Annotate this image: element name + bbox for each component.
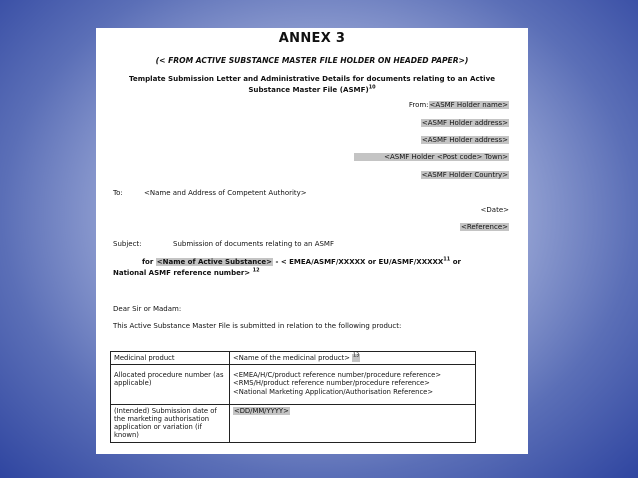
national-reference-text: National ASMF reference number> [113, 269, 251, 277]
from-label: From: [408, 101, 429, 109]
reference-field: <Reference> [461, 223, 508, 231]
table-row [111, 404, 476, 442]
template-heading-line1: Template Submission Letter and Administrative Details for documents relating to an Active [128, 74, 496, 83]
national-reference-line [113, 269, 260, 277]
holder-name-field: <ASMF Holder name> [429, 101, 508, 109]
holder-post-town-field: <ASMF Holder <Post code> Town> [354, 153, 509, 161]
subject-text: Submission of documents relating to an ASMF [173, 240, 334, 248]
procedure-ref-emea: <EMEA/H/C/product reference number/procedure reference> [233, 371, 442, 380]
to-authority: <Name and Address of Competent Authority> [144, 189, 307, 197]
date-field: <Date> [480, 206, 509, 214]
procedure-number-cell [230, 365, 476, 405]
footnote-13: 13 [352, 352, 360, 359]
product-details-table [110, 351, 476, 443]
procedure-ref-rms: <RMS/H/product reference number/procedure reference> [233, 379, 430, 388]
to-label: To: [113, 189, 123, 197]
procedure-ref-national: <National Marketing Application/Authorisation Reference> [233, 387, 434, 396]
or-text: or [452, 258, 461, 266]
from-line [409, 101, 509, 109]
headed-paper-note: (< FROM ACTIVE SUBSTANCE MASTER FILE HOLDER ON HEADED PAPER>) [155, 56, 469, 65]
document-page [96, 28, 528, 454]
medicinal-product-value: <Name of the medicinal product> [233, 354, 350, 362]
holder-address-field-1: <ASMF Holder address> [421, 119, 508, 127]
active-substance-field: <Name of Active Substance> [156, 258, 273, 266]
footnote-11: 11 [443, 256, 451, 263]
subject-label: Subject: [113, 240, 142, 248]
for-label: for [142, 258, 154, 266]
submission-date-label: (Intended) Submission date of the marketing authorisation application or variation (if known) [111, 404, 230, 442]
template-heading [96, 73, 528, 95]
procedure-number-label: Allocated procedure number (as applicable) [111, 365, 230, 405]
intro-text: This Active Substance Master File is submitted in relation to the following product: [113, 322, 402, 330]
asmf-reference-text: - < EMEA/ASMF/XXXXX or EU/ASMF/XXXXX [275, 258, 444, 266]
submission-date-cell [230, 404, 476, 442]
medicinal-product-label: Medicinal product [111, 352, 230, 365]
template-heading-line2: Substance Master File (ASMF) [248, 85, 369, 94]
table-row [111, 352, 476, 365]
holder-address-field-2: <ASMF Holder address> [421, 136, 508, 144]
submission-date-value: <DD/MM/YYYY> [234, 406, 289, 415]
holder-country-field: <ASMF Holder Country> [421, 171, 508, 179]
footnote-10: 10 [368, 84, 376, 91]
subject-for-line [142, 258, 461, 266]
footnote-12: 12 [252, 267, 260, 274]
table-row [111, 365, 476, 405]
salutation: Dear Sir or Madam: [113, 305, 182, 313]
annex-title: ANNEX 3 [278, 31, 346, 46]
medicinal-product-cell [230, 352, 476, 365]
